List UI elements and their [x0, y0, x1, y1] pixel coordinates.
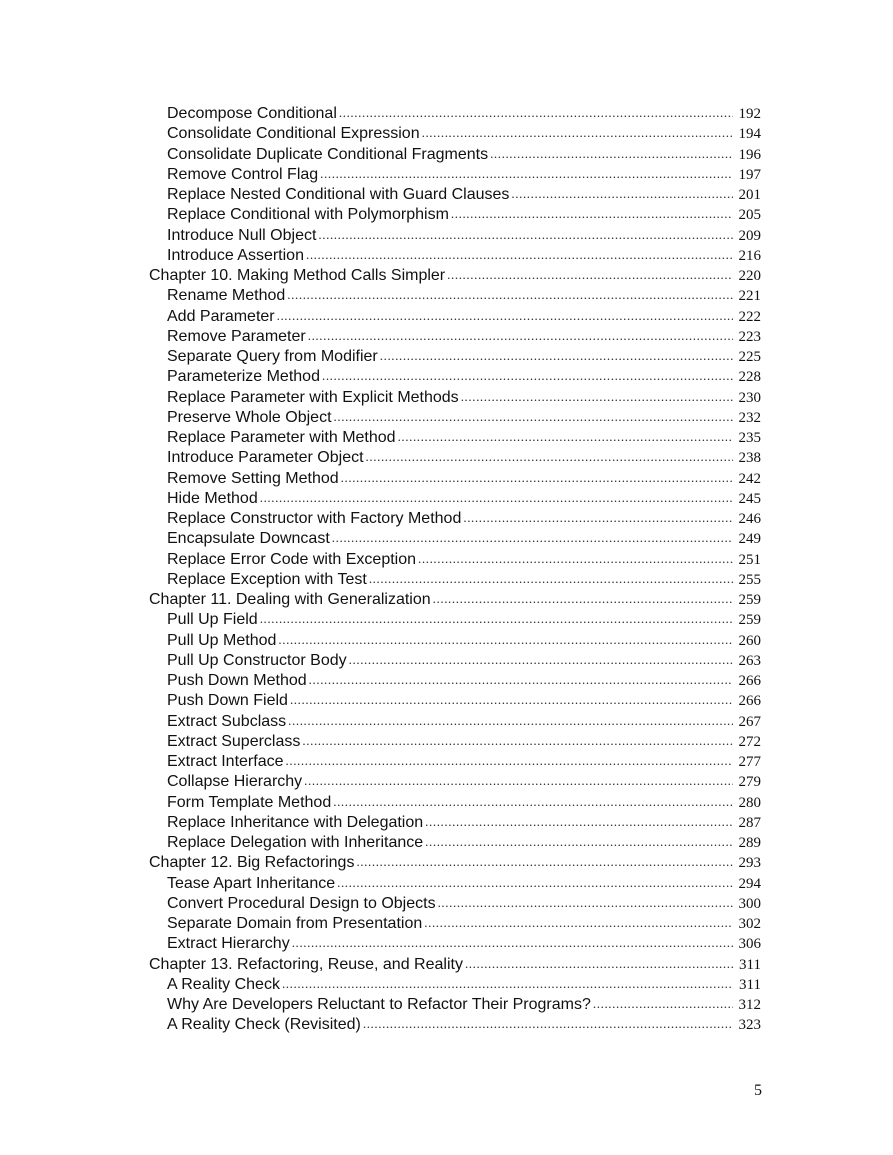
toc-entry-title: Parameterize Method — [167, 368, 320, 386]
toc-section-entry — [149, 226, 761, 246]
toc-entry-page: 306 — [738, 936, 761, 953]
toc-entry-title: Chapter 11. Dealing with Generalization — [149, 591, 431, 608]
toc-entry-title: Remove Setting Method — [167, 469, 339, 487]
dot-leader — [438, 893, 733, 913]
toc-section-entry — [149, 772, 761, 792]
toc-entry-page: 222 — [738, 308, 761, 325]
toc-entry-page: 259 — [738, 612, 761, 629]
toc-entry-page: 267 — [738, 713, 761, 730]
dot-leader — [277, 306, 733, 326]
dot-leader — [309, 670, 733, 690]
toc-section-entry — [149, 813, 761, 833]
toc-entry-title: Replace Parameter with Method — [167, 429, 396, 446]
toc-entry-title: A Reality Check (Revisited) — [167, 1016, 361, 1034]
toc-section-entry — [149, 732, 761, 752]
dot-leader — [260, 488, 733, 508]
toc-entry-page: 194 — [738, 126, 761, 143]
toc-section-entry — [149, 631, 761, 651]
toc-entry-title: Separate Query from Modifier — [167, 348, 378, 365]
toc-entry-page: 263 — [738, 652, 761, 669]
dot-leader — [282, 974, 733, 994]
toc-section-entry — [149, 448, 761, 468]
toc-entry-title: Chapter 10. Making Method Calls Simpler — [149, 267, 446, 284]
toc-entry-title: Introduce Null Object — [167, 226, 317, 244]
toc-entry-page: 259 — [738, 592, 761, 608]
table-of-contents — [149, 104, 761, 1036]
toc-entry-page: 289 — [738, 835, 761, 851]
toc-entry-title: Add Parameter — [167, 307, 275, 325]
toc-section-entry — [149, 874, 761, 894]
toc-entry-title: Pull Up Constructor Body — [167, 651, 347, 669]
toc-chapter-entry — [149, 853, 761, 873]
toc-entry-title: Chapter 12. Big Refactorings — [149, 854, 355, 872]
dot-leader — [451, 204, 733, 224]
dot-leader — [356, 852, 733, 872]
toc-entry-page: 272 — [738, 733, 761, 750]
toc-entry-page: 230 — [738, 389, 761, 406]
dot-leader — [287, 285, 733, 305]
toc-entry-title: Consolidate Conditional Expression — [167, 125, 420, 143]
toc-entry-page: 260 — [738, 632, 761, 649]
dot-leader — [304, 771, 733, 791]
toc-section-entry — [149, 550, 761, 570]
toc-entry-title: Hide Method — [167, 489, 258, 507]
toc-entry-page: 245 — [738, 490, 761, 507]
dot-leader — [425, 832, 733, 852]
toc-entry-title: Encapsulate Downcast — [167, 530, 330, 548]
toc-entry-page: 255 — [738, 571, 761, 588]
toc-section-entry — [149, 712, 761, 732]
toc-section-entry — [149, 570, 761, 590]
toc-entry-page: 280 — [738, 794, 761, 811]
dot-leader — [333, 792, 733, 812]
dot-leader — [465, 954, 733, 974]
toc-entry-title: Chapter 13. Refactoring, Reuse, and Reality — [149, 955, 463, 973]
toc-section-entry — [149, 165, 761, 185]
toc-entry-page: 197 — [738, 166, 761, 183]
toc-section-entry — [149, 388, 761, 408]
dot-leader — [332, 528, 733, 548]
dot-leader — [286, 751, 734, 771]
toc-entry-title: Push Down Method — [167, 672, 307, 689]
toc-section-entry — [149, 367, 761, 387]
toc-chapter-entry — [149, 955, 761, 975]
toc-section-entry — [149, 691, 761, 711]
dot-leader — [322, 366, 733, 386]
dot-leader — [339, 103, 733, 123]
toc-section-entry — [149, 793, 761, 813]
dot-leader — [278, 630, 733, 650]
dot-leader — [447, 265, 733, 285]
toc-entry-title: Preserve Whole Object — [167, 408, 332, 426]
toc-section-entry — [149, 610, 761, 630]
dot-leader — [334, 407, 733, 427]
toc-entry-page: 277 — [738, 754, 761, 770]
toc-entry-title: Extract Superclass — [167, 732, 301, 750]
toc-section-entry — [149, 671, 761, 691]
dot-leader — [398, 427, 733, 447]
toc-entry-title: Remove Parameter — [167, 327, 306, 345]
toc-entry-page: 221 — [738, 288, 761, 305]
toc-section-entry — [149, 286, 761, 306]
dot-leader — [308, 326, 733, 346]
dot-leader — [463, 508, 733, 528]
toc-entry-page: 216 — [738, 247, 761, 264]
dot-leader — [422, 123, 733, 143]
toc-entry-title: Pull Up Field — [167, 611, 258, 629]
toc-entry-title: Rename Method — [167, 287, 286, 305]
toc-entry-title: Replace Delegation with Inheritance — [167, 834, 424, 851]
toc-entry-page: 302 — [738, 916, 761, 932]
toc-entry-page: 311 — [739, 956, 761, 973]
toc-entry-page: 246 — [738, 511, 761, 527]
toc-entry-page: 300 — [738, 895, 761, 912]
toc-entry-title: Extract Hierarchy — [167, 935, 290, 953]
toc-section-entry — [149, 752, 761, 772]
toc-entry-title: A Reality Check — [167, 975, 280, 993]
dot-leader — [511, 184, 733, 204]
toc-entry-title: Introduce Assertion — [167, 246, 304, 264]
toc-entry-page: 235 — [738, 430, 761, 446]
toc-entry-page: 266 — [738, 673, 761, 689]
dot-leader — [490, 144, 733, 164]
toc-entry-title: Introduce Parameter Object — [167, 449, 364, 467]
toc-entry-title: Replace Nested Conditional with Guard Clauses — [167, 186, 510, 203]
toc-section-entry — [149, 307, 761, 327]
toc-section-entry — [149, 469, 761, 489]
toc-section-entry — [149, 124, 761, 144]
toc-entry-page: 201 — [738, 187, 761, 203]
toc-entry-page: 223 — [738, 328, 761, 345]
dot-leader — [337, 873, 733, 893]
toc-entry-title: Decompose Conditional — [167, 105, 337, 122]
dot-leader — [288, 711, 733, 731]
toc-section-entry — [149, 489, 761, 509]
toc-entry-page: 220 — [738, 268, 761, 284]
toc-section-entry — [149, 428, 761, 448]
toc-entry-title: Replace Exception with Test — [167, 570, 367, 588]
dot-leader — [306, 245, 733, 265]
toc-section-entry — [149, 145, 761, 165]
dot-leader — [341, 468, 733, 488]
toc-entry-title: Why Are Developers Reluctant to Refactor Their Programs? — [167, 996, 591, 1013]
dot-leader — [363, 1014, 733, 1034]
toc-section-entry — [149, 995, 761, 1015]
dot-leader — [593, 994, 733, 1014]
toc-entry-title: Replace Parameter with Explicit Methods — [167, 388, 459, 406]
toc-entry-page: 287 — [738, 814, 761, 831]
page-number: 5 — [754, 1082, 762, 1099]
toc-section-entry — [149, 509, 761, 529]
toc-entry-page: 192 — [738, 106, 761, 122]
toc-entry-page: 225 — [738, 349, 761, 365]
dot-leader — [425, 812, 733, 832]
toc-section-entry — [149, 347, 761, 367]
toc-entry-page: 312 — [738, 997, 761, 1013]
dot-leader — [380, 346, 733, 366]
dot-leader — [318, 225, 733, 245]
toc-entry-title: Consolidate Duplicate Conditional Fragments — [167, 145, 489, 163]
toc-section-entry — [149, 894, 761, 914]
toc-entry-page: 311 — [739, 976, 761, 993]
toc-entry-page: 242 — [738, 470, 761, 487]
toc-section-entry — [149, 408, 761, 428]
dot-leader — [302, 731, 733, 751]
dot-leader — [290, 690, 733, 710]
toc-entry-title: Separate Domain from Presentation — [167, 915, 423, 932]
toc-entry-title: Replace Inheritance with Delegation — [167, 813, 424, 831]
toc-entry-title: Extract Interface — [167, 753, 284, 770]
toc-section-entry — [149, 185, 761, 205]
toc-section-entry — [149, 104, 761, 124]
toc-section-entry — [149, 975, 761, 995]
toc-entry-title: Collapse Hierarchy — [167, 773, 303, 791]
toc-entry-page: 232 — [738, 409, 761, 426]
dot-leader — [320, 164, 733, 184]
dot-leader — [433, 589, 733, 609]
toc-entry-title: Replace Constructor with Factory Method — [167, 510, 462, 527]
toc-chapter-entry — [149, 590, 761, 610]
toc-entry-page: 249 — [738, 531, 761, 548]
toc-entry-page: 228 — [738, 369, 761, 386]
toc-entry-title: Pull Up Method — [167, 631, 277, 649]
dot-leader — [292, 933, 733, 953]
toc-entry-page: 196 — [738, 146, 761, 163]
toc-section-entry — [149, 934, 761, 954]
toc-entry-page: 266 — [738, 693, 761, 710]
toc-section-entry — [149, 914, 761, 934]
toc-section-entry — [149, 246, 761, 266]
toc-section-entry — [149, 327, 761, 347]
toc-chapter-entry — [149, 266, 761, 286]
toc-entry-page: 293 — [738, 855, 761, 872]
toc-entry-title: Tease Apart Inheritance — [167, 874, 336, 892]
toc-entry-page: 279 — [738, 774, 761, 791]
dot-leader — [366, 447, 733, 467]
toc-entry-page: 209 — [738, 227, 761, 244]
toc-entry-title: Form Template Method — [167, 793, 332, 811]
dot-leader — [260, 609, 733, 629]
dot-leader — [349, 650, 733, 670]
dot-leader — [461, 387, 733, 407]
dot-leader — [424, 913, 733, 933]
toc-entry-title: Push Down Field — [167, 692, 288, 710]
toc-entry-page: 294 — [738, 875, 761, 892]
dot-leader — [369, 569, 733, 589]
toc-entry-page: 205 — [738, 207, 761, 224]
toc-section-entry — [149, 205, 761, 225]
toc-entry-title: Replace Conditional with Polymorphism — [167, 206, 449, 224]
toc-section-entry — [149, 529, 761, 549]
toc-section-entry — [149, 833, 761, 853]
toc-entry-title: Replace Error Code with Exception — [167, 550, 417, 568]
toc-entry-page: 251 — [738, 551, 761, 568]
toc-entry-title: Remove Control Flag — [167, 165, 319, 183]
toc-entry-title: Convert Procedural Design to Objects — [167, 894, 436, 912]
dot-leader — [418, 549, 733, 569]
toc-section-entry — [149, 651, 761, 671]
toc-entry-page: 238 — [738, 450, 761, 467]
toc-section-entry — [149, 1015, 761, 1035]
toc-entry-title: Extract Subclass — [167, 712, 287, 730]
toc-entry-page: 323 — [738, 1017, 761, 1034]
